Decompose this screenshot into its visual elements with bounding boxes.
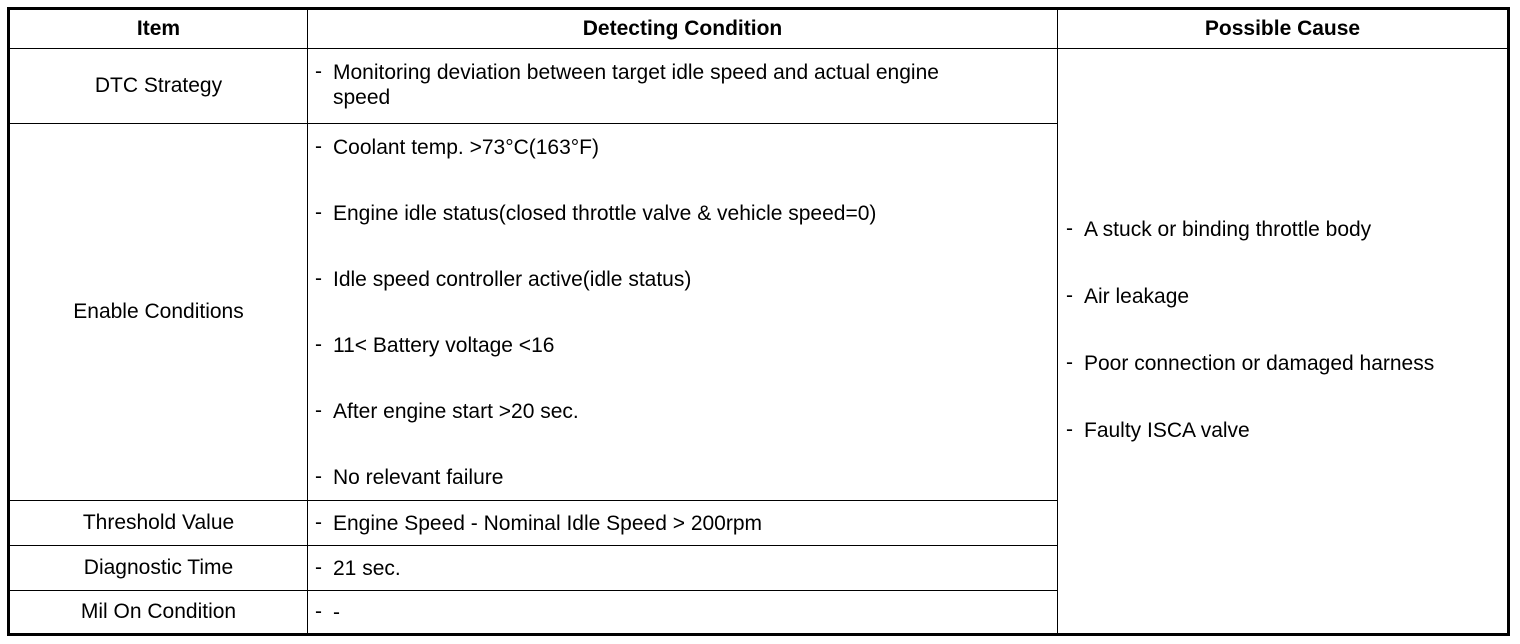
item-cell: DTC Strategy <box>9 49 308 124</box>
condition-cell <box>308 124 1058 501</box>
condition-text: Engine idle status(closed throttle valve & vehicle speed=0) <box>333 202 877 225</box>
header-possible-cause: Possible Cause <box>1058 9 1509 49</box>
condition-line <box>315 600 1057 625</box>
bullet-dash: - <box>1066 351 1073 374</box>
item-cell: Threshold Value <box>9 501 308 546</box>
bullet-dash: - <box>315 60 322 83</box>
condition-text: - <box>333 600 340 624</box>
cause-text: A stuck or binding throttle body <box>1084 218 1372 241</box>
bullet-dash: - <box>1066 418 1073 441</box>
condition-cell <box>308 49 1058 124</box>
condition-line <box>315 267 1057 292</box>
condition-line <box>315 60 1057 110</box>
item-cell: Enable Conditions <box>9 124 308 501</box>
possible-cause-list <box>1066 217 1507 443</box>
condition-line <box>315 135 1057 160</box>
possible-cause-cell <box>1058 49 1509 635</box>
condition-text: No relevant failure <box>333 466 504 489</box>
bullet-dash: - <box>315 267 322 290</box>
condition-text: 21 sec. <box>333 556 401 580</box>
dtc-table <box>7 7 1510 636</box>
cause-text: Poor connection or damaged harness <box>1084 352 1435 375</box>
bullet-dash: - <box>1066 217 1073 240</box>
bullet-dash: - <box>315 599 322 623</box>
cause-text: Air leakage <box>1084 285 1190 308</box>
condition-line <box>315 399 1057 424</box>
condition-line <box>315 511 1057 536</box>
bullet-dash: - <box>315 333 322 356</box>
bullet-dash: - <box>315 465 322 488</box>
cause-text: Faulty ISCA valve <box>1084 419 1250 442</box>
header-row <box>9 9 1509 49</box>
condition-cell <box>308 501 1058 546</box>
header-item: Item <box>9 9 308 49</box>
item-cell: Diagnostic Time <box>9 546 308 591</box>
cause-line <box>1066 418 1507 443</box>
condition-line <box>315 333 1057 358</box>
condition-line <box>315 556 1057 581</box>
condition-line <box>315 465 1057 490</box>
condition-text: Idle speed controller active(idle status) <box>333 268 692 291</box>
condition-text: 11< Battery voltage <16 <box>333 334 555 357</box>
condition-text: Coolant temp. >73°C(163°F) <box>333 136 600 159</box>
header-detecting-condition: Detecting Condition <box>308 9 1058 49</box>
bullet-dash: - <box>315 510 322 534</box>
condition-text: Monitoring deviation between target idle speed and actual engine speed <box>333 61 939 109</box>
item-cell: Mil On Condition <box>9 591 308 635</box>
condition-text: Engine Speed - Nominal Idle Speed > 200rpm <box>333 511 763 535</box>
bullet-dash: - <box>315 135 322 158</box>
condition-cell <box>308 546 1058 591</box>
cause-line <box>1066 351 1507 376</box>
bullet-dash: - <box>315 555 322 579</box>
bullet-dash: - <box>315 399 322 422</box>
table-row-dtc-strategy <box>9 49 1509 124</box>
condition-cell <box>308 591 1058 635</box>
cause-line <box>1066 284 1507 309</box>
cause-line <box>1066 217 1507 242</box>
condition-line <box>315 201 1057 226</box>
condition-list <box>315 135 1057 490</box>
condition-text: After engine start >20 sec. <box>333 400 579 423</box>
bullet-dash: - <box>1066 284 1073 307</box>
bullet-dash: - <box>315 201 322 224</box>
